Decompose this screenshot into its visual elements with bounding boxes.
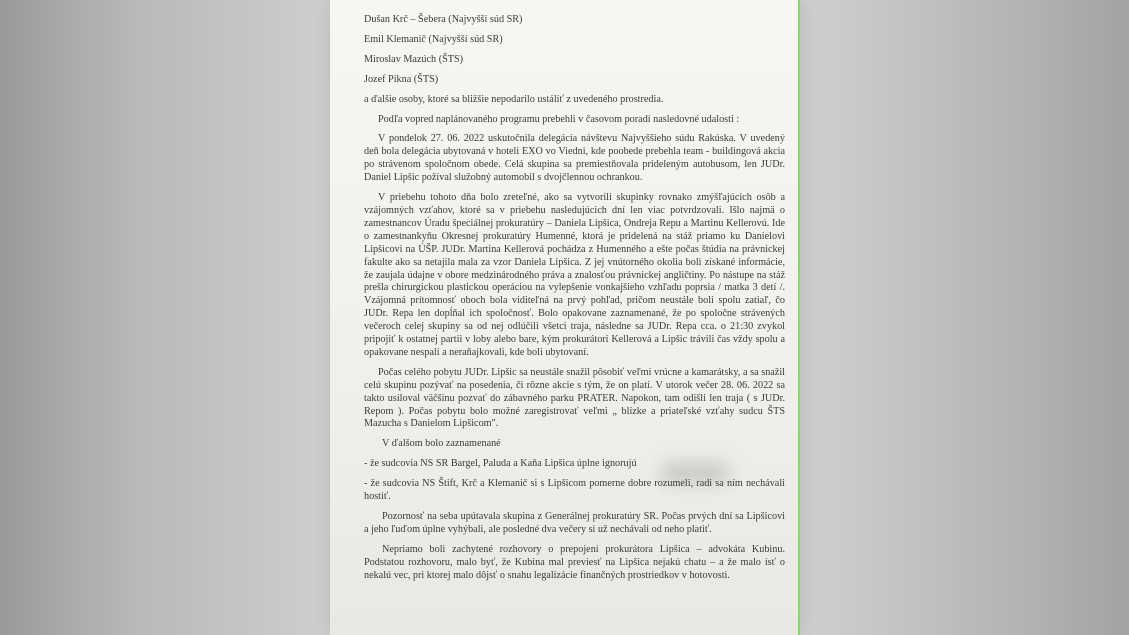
paragraph-monday: V pondelok 27. 06. 2022 uskutočnila delegácia návštevu Najvyššieho súdu Rakúska. V uvedený deň bola delegácia ubytovaná v hoteli EXO vo Viedni, kde poobede prebehla team - buildingová akcia po strávenom spoločnom obede. Celá skupina sa premiestňovala prideleným autobusom, len JUDr. Daniel Lipšic požíval služobný automobil s dvojčlennou ochrankou. [364,133,785,184]
paragraph-conversations: Nepriamo boli zachytené rozhovory o prepojení prokurátora Lipšica – advokáta Kubinu. Podstatou rozhovoru, malo byť, že Kubina mal previesť na Lipšica nejakú chatu – a že malo ísť o nekalú vec, pri ktorej malo dôjsť o snahu legalizácie finančných prostriedkov v hotovosti. [364,543,785,581]
further-heading: V ďalšom bolo zaznamenané [382,438,501,450]
bullet-item: - že sudcovia NS Štift, Krč a Klemanič si s Lipšicom pomerne dobre rozumeli, radi sa ním nechávali hostiť. [364,478,785,503]
bullet-item: - že sudcovia NS SR Bargel, Paluda a Kaňa Lipšica úplne ignorujú [364,458,637,470]
name-line: Jozef Pikna (ŠTS) [364,73,439,85]
name-line: Miroslav Mazúch (ŠTS) [364,53,464,65]
document-page [330,0,800,635]
paragraph-prosecutors: Pozornosť na seba upútavala skupina z Generálnej prokuratúry SR. Počas prvých dní sa Lipšicovi a jeho ľuďom úplne vyhýbali, ale posledné dva večery si už nechávali od neho platiť. [364,511,785,535]
intro-paragraph: Podľa vopred naplánovaného programu prebehli v časovom poradí nasledovné udalosti : [378,113,740,125]
others-line: a ďalšie osoby, ktoré sa bližšie nepodarilo ustáliť z uvedeného prostredia. [364,93,664,105]
paragraph-groups: V priebehu tohoto dňa bolo zreteľné, ako sa vytvorili skupinky rovnako zmýšľajúcich osôb a vzájomných vzťahov, ktoré sa v priebehu nasledujúcich dní len viac potvrdzovali. Išlo najmä o zamestnancov Úradu špeciálnej prokuratúry – Daniela Lipšica, Ondreja Repu a Martinu Kellerovú. Ide o zamestnankyňu Okresnej prokuratúry Humenné, ktorá je pridelená na stáž priamo ku Danielovi Lipšicovi na ÚŠP. JUDr. Martina Kellerová pochádza z Humenného a ešte počas štúdia na právnickej fakulte ako sa netajila mala za vzor Daniela Lipšica. Z jej vnútorného okolia boli získané informácie, že zaujala údajne v obore medzinárodného práva a znalosťou právnickej angličtiny. Po nástupe na stáž prešla chirurgickou plastickou operáciou na vylepšenie vonkajšieho vzhľadu poprsia / matka 3 detí /. Vzájomná prítomnosť oboch bola viditeľná na prvý pohľad, pričom neustále boli spolu zatiaľ, čo JUDr. Repa len dopĺňal ich spoločnosť. Bolo opakovane zaznamenané, že po spoločne strávených večeroch celej skupiny sa od nej odlúčili všetci traja, následne sa JUDr. Repa cca. o 21:30 zvykol pripojiť k ostatnej partii v loby alebo bare, kým prokurátori Kellerová a Lipšic trávili čas vždy spolu a opakovane nespali a neraňajkovali, kde boli ubytovaní. [364,192,785,358]
document-text [364,14,785,590]
name-line: Emil Klemanič (Najvyšší súd SR) [364,33,503,45]
paragraph-stay: Počas celého pobytu JUDr. Lipšic sa neustále snažil pôsobiť veľmi vrúcne a kamarátsky, a sa snažil celú skupinu pozývať na posedenia, či rôzne akcie s tým, že on platí. V utorok večer 28. 06. 2022 sa takto usiloval väčšinu pozvať do zábavného parku PRATER. Napokon, tam odišli len traja ( s JUDr. Repom ). Počas pobytu bolo možné zaregistrovať veľmi „ blízke a priateľské vzťahy sudcu ŠTS Mazucha s Danielom Lipšicom". [364,366,785,430]
name-line: Dušan Krč – Šebera (Najvyšší súd SR) [364,14,523,25]
